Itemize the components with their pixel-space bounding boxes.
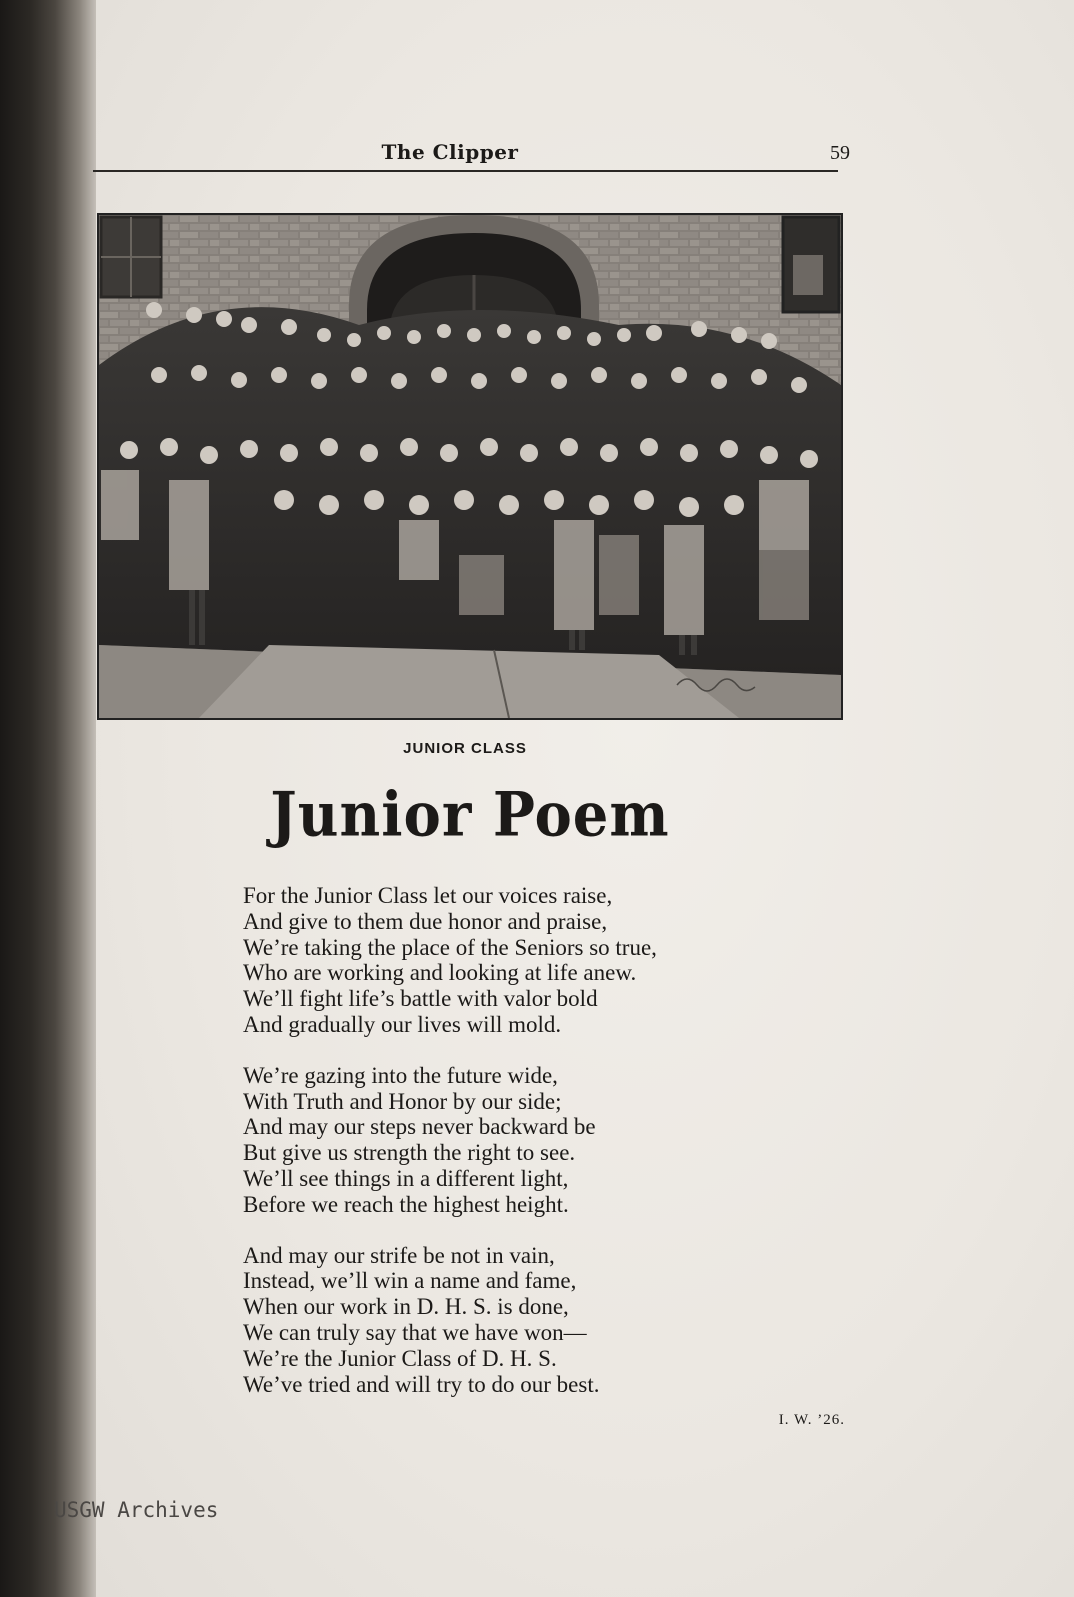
stanza (243, 1243, 803, 1398)
stanza (243, 1063, 803, 1218)
running-header-title: The Clipper (381, 140, 519, 164)
poem-line: We’re the Junior Class of D. H. S. (243, 1345, 557, 1371)
junior-class-photo (97, 213, 843, 720)
poem-signature: I. W. ’26. (778, 1412, 845, 1428)
poem-line: When our work in D. H. S. is done, (243, 1294, 569, 1320)
photo-caption: JUNIOR CLASS (403, 740, 527, 757)
page-number: 59 (830, 142, 850, 164)
poem-line: We’re gazing into the future wide, (243, 1062, 558, 1088)
poem-line: But give us strength the right to see. (243, 1140, 576, 1166)
header-rule (93, 170, 838, 172)
poem-line: We’re taking the place of the Seniors so true, (243, 934, 657, 960)
poem-line: We can truly say that we have won— (243, 1319, 587, 1345)
poem-line: Before we reach the highest height. (243, 1191, 569, 1217)
poem-line: We’ll see things in a different light, (243, 1165, 569, 1191)
archive-watermark: USGW Archives (54, 1498, 219, 1522)
poem-title: Junior Poem (270, 779, 670, 851)
poem-line: For the Junior Class let our voices raise, (243, 883, 613, 908)
poem-body (243, 883, 803, 1422)
book-binding-shadow (0, 0, 110, 1597)
poem-line: And give to them due honor and praise, (243, 908, 608, 934)
poem-line: With Truth and Honor by our side; (243, 1088, 562, 1114)
stanza (243, 883, 803, 1038)
poem-line: And may our strife be not in vain, (243, 1242, 555, 1268)
poem-line: We’ll fight life’s battle with valor bold (243, 986, 598, 1012)
poem-line: Instead, we’ll win a name and fame, (243, 1268, 577, 1294)
poem-line: We’ve tried and will try to do our best. (243, 1371, 600, 1397)
poem-line: Who are working and looking at life anew. (243, 960, 637, 986)
poem-line: And may our steps never backward be (243, 1114, 596, 1140)
poem-line: And gradually our lives will mold. (243, 1011, 562, 1037)
